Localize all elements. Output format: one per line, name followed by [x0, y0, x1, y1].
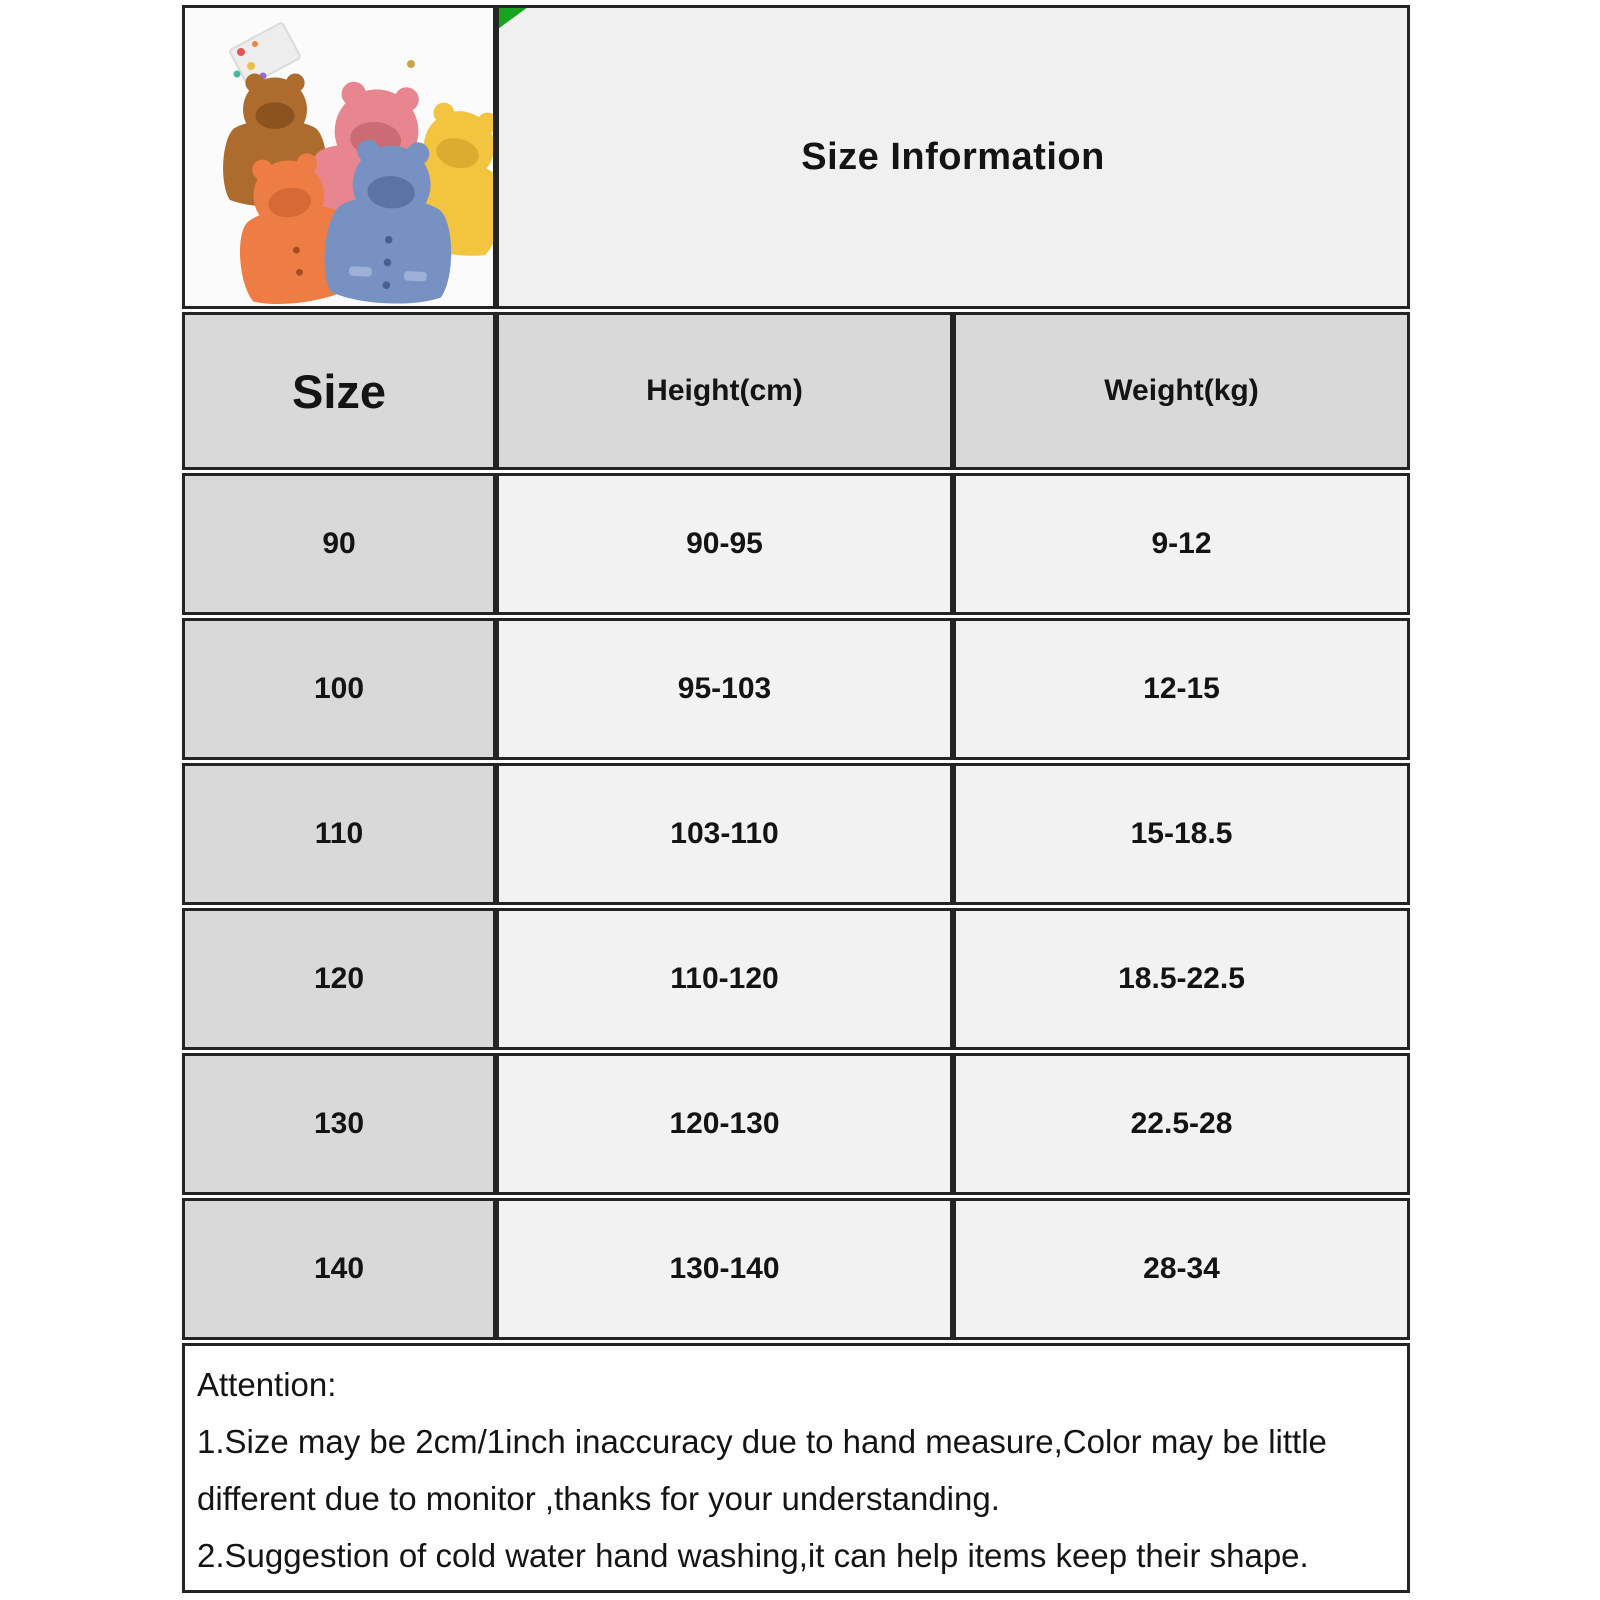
height-value: 110-120 — [496, 908, 953, 1050]
size-value: 140 — [182, 1198, 496, 1340]
table-row — [182, 618, 1410, 760]
attention-note-2: 2.Suggestion of cold water hand washing,it can help items keep their shape. — [197, 1537, 1309, 1575]
attention-heading: Attention: — [197, 1366, 337, 1403]
weight-value: 18.5-22.5 — [953, 908, 1410, 1050]
height-value: 95-103 — [496, 618, 953, 760]
table-row — [182, 763, 1410, 905]
product-photo-cell — [182, 5, 496, 309]
height-value: 90-95 — [496, 473, 953, 615]
green-corner-marker-icon — [498, 7, 528, 29]
size-value: 130 — [182, 1053, 496, 1195]
column-header-weight: Weight(kg) — [953, 312, 1410, 470]
table-row — [182, 1053, 1410, 1195]
attention-note-1: 1.Size may be 2cm/1inch inaccuracy due to hand measure,Color may be little different due to monitor ,thanks for your understanding. — [197, 1423, 1327, 1518]
weight-value: 15-18.5 — [953, 763, 1410, 905]
height-value: 103-110 — [496, 763, 953, 905]
table-row — [182, 473, 1410, 615]
table-row — [182, 908, 1410, 1050]
weight-value: 22.5-28 — [953, 1053, 1410, 1195]
title-cell — [496, 5, 1410, 309]
weight-value: 12-15 — [953, 618, 1410, 760]
attention-row — [182, 1343, 1410, 1593]
table-row — [182, 1198, 1410, 1340]
size-value: 90 — [182, 473, 496, 615]
table-header-row — [182, 312, 1410, 470]
size-value: 100 — [182, 618, 496, 760]
product-photo — [185, 8, 493, 306]
column-header-size: Size — [182, 312, 496, 470]
page-title: Size Information — [801, 135, 1105, 178]
media-row — [182, 5, 1410, 309]
weight-value: 9-12 — [953, 473, 1410, 615]
attention-cell — [182, 1343, 1410, 1593]
size-value: 110 — [182, 763, 496, 905]
size-value: 120 — [182, 908, 496, 1050]
height-value: 120-130 — [496, 1053, 953, 1195]
weight-value: 28-34 — [953, 1198, 1410, 1340]
column-header-height: Height(cm) — [496, 312, 953, 470]
size-table — [182, 2, 1410, 1596]
height-value: 130-140 — [496, 1198, 953, 1340]
